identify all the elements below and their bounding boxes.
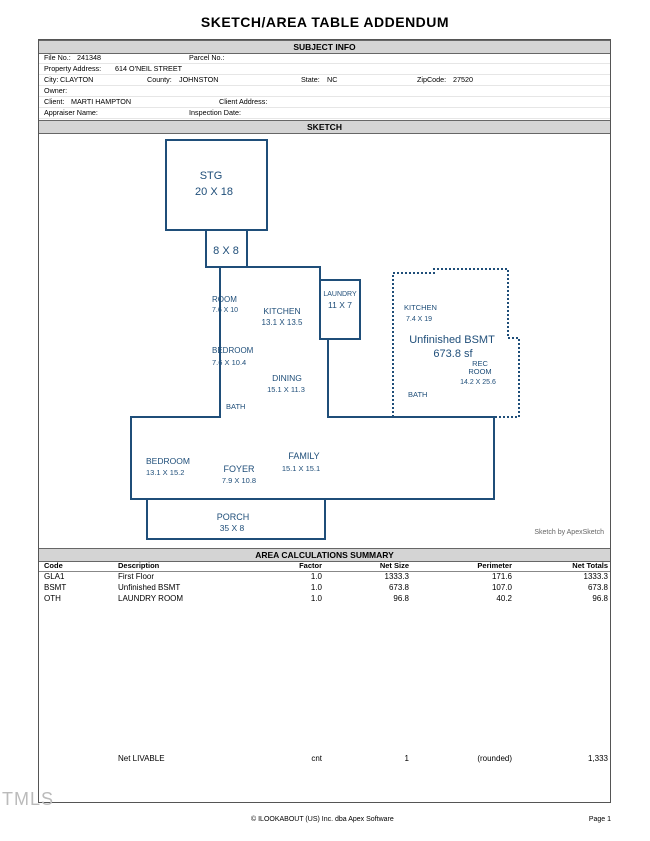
client-address-label: Client Address:	[219, 97, 268, 106]
info-row-file	[39, 53, 610, 64]
info-row-owner	[39, 86, 610, 97]
info-row-client	[39, 97, 610, 108]
room-label: ROOM	[212, 295, 237, 304]
county-label: County:	[147, 75, 172, 84]
stg-label: STG	[199, 170, 223, 182]
room-dims: 7.6 X 10	[212, 307, 239, 314]
copyright-text: © ILOOKABOUT (US) Inc. dba Apex Software	[251, 816, 394, 823]
inspection-date-label: Inspection Date:	[189, 108, 241, 117]
row-description: Unfinished BSMT	[118, 583, 181, 592]
row-net-totals: 1333.3	[583, 572, 608, 581]
net-livable-rounded: (rounded)	[477, 754, 512, 763]
sketch-credit: Sketch by ApexSketch	[534, 529, 604, 536]
bedroom2-label: BEDROOM	[146, 456, 190, 466]
family-dims: 15.1 X 15.1	[281, 464, 321, 473]
property-address-value: 614 O'NEIL STREET	[115, 64, 183, 73]
col-perimeter: Perimeter	[477, 561, 512, 570]
table-row	[39, 582, 610, 593]
foyer-label: FOYER	[223, 464, 255, 474]
page-number: Page 1	[588, 816, 611, 823]
sketch-area	[39, 134, 610, 548]
zipcode-value: 27520	[453, 75, 473, 84]
row-net-size: 673.8	[388, 583, 409, 592]
appraiser-label: Appraiser Name:	[44, 108, 98, 117]
row-factor: 1.0	[310, 572, 322, 581]
county-value: JOHNSTON	[179, 75, 219, 84]
laundry-dims: 11 X 7	[328, 300, 352, 310]
laundry-label: LAUNDRY	[323, 291, 357, 298]
mls-watermark: TMLS	[2, 789, 55, 809]
net-livable-label: Net LIVABLE	[118, 754, 165, 763]
net-livable-total: 1,333	[587, 754, 608, 763]
row-description: LAUNDRY ROOM	[118, 594, 184, 603]
info-row-city	[39, 75, 610, 86]
client-label: Client:	[44, 97, 65, 106]
info-row-address	[39, 64, 610, 75]
net-livable-unit: cnt	[311, 754, 322, 763]
zipcode-label: ZipCode:	[417, 75, 447, 84]
row-perimeter: 40.2	[496, 594, 512, 603]
row-net-totals: 673.8	[587, 583, 608, 592]
row-factor: 1.0	[310, 583, 322, 592]
file-no-label: File No.:	[44, 53, 71, 62]
bedroom2-dims: 13.1 X 15.2	[146, 468, 185, 477]
col-description: Description	[118, 561, 160, 570]
info-row-appraiser	[39, 108, 610, 119]
dining-dims: 15.1 X 11.3	[267, 385, 305, 394]
property-address-label: Property Address:	[44, 64, 102, 73]
family-label: FAMILY	[288, 451, 320, 461]
bsmt-kitchen-label: KITCHEN	[404, 303, 437, 312]
subject-info-header: SUBJECT INFO	[39, 40, 610, 54]
row-code: OTH	[44, 594, 61, 603]
city-label: City:	[44, 75, 59, 84]
state-value: NC	[327, 75, 338, 84]
row-factor: 1.0	[310, 594, 322, 603]
net-livable-row	[39, 753, 610, 764]
rec-dims: 14.2 X 25.6	[460, 379, 496, 386]
parcel-no-label: Parcel No.:	[189, 53, 225, 62]
bsmt-bath-label: BATH	[408, 390, 428, 399]
stg-dims: 20 X 18	[195, 186, 233, 198]
porch-dims: 35 X 8	[219, 523, 245, 533]
col-net-totals: Net Totals	[572, 561, 608, 570]
row-code: BSMT	[44, 583, 67, 592]
area-calc-header: AREA CALCULATIONS SUMMARY	[39, 548, 610, 562]
bath1-label: BATH	[226, 402, 246, 411]
col-net-size: Net Size	[379, 561, 409, 570]
table-row	[39, 571, 610, 582]
table-row	[39, 593, 610, 604]
file-no-value: 241348	[77, 53, 101, 62]
rec-label-1: REC	[472, 359, 488, 368]
bedroom1-label: BEDROOM	[212, 346, 254, 355]
owner-label: Owner:	[44, 86, 68, 95]
kitchen-dims: 13.1 X 13.5	[261, 318, 303, 327]
bsmt-kitchen-dims: 7.4 X 19	[406, 316, 433, 323]
rec-label-2: ROOM	[468, 367, 492, 376]
city-value: CLAYTON	[60, 75, 94, 84]
row-net-size: 96.8	[393, 594, 409, 603]
bsmt-area: 673.8 sf	[433, 348, 473, 360]
stg-outline	[166, 140, 267, 230]
addendum-frame	[38, 39, 611, 803]
porch-label: PORCH	[216, 512, 250, 522]
dining-label: DINING	[272, 373, 302, 383]
row-description: First Floor	[118, 572, 154, 581]
client-value: MARTI HAMPTON	[71, 97, 132, 106]
row-perimeter: 171.6	[491, 572, 512, 581]
net-livable-count: 1	[404, 754, 409, 763]
page-title: SKETCH/AREA TABLE ADDENDUM	[200, 14, 450, 30]
row-net-size: 1333.3	[384, 572, 409, 581]
kitchen-label: KITCHEN	[263, 306, 301, 316]
foyer-dims: 7.9 X 10.8	[221, 476, 257, 485]
state-label: State:	[301, 75, 320, 84]
col-factor: Factor	[299, 561, 322, 570]
connector-dims: 8 X 8	[213, 245, 239, 257]
sketch-header: SKETCH	[39, 120, 610, 134]
row-net-totals: 96.8	[592, 594, 608, 603]
bsmt-label: Unfinished BSMT	[409, 334, 495, 346]
row-code: GLA1	[44, 572, 65, 581]
bedroom1-dims: 7.6 X 10.4	[212, 358, 247, 367]
col-code: Code	[44, 561, 63, 570]
floor-plan-sketch	[39, 134, 610, 548]
row-perimeter: 107.0	[491, 583, 512, 592]
